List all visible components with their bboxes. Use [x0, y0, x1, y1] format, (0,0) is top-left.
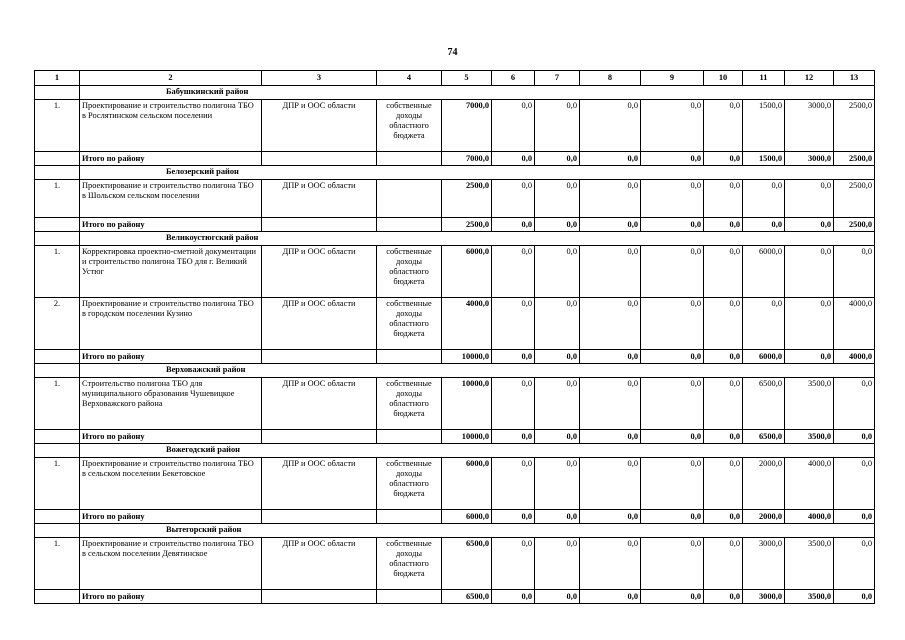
project-name: Проектирование и строительство полигона ТБО в сельском поселении Девятинское: [80, 538, 262, 590]
amount-cell: 6000,0: [442, 458, 492, 510]
empty-cell: [35, 364, 80, 378]
district-total-row: [35, 430, 875, 444]
column-header: 5: [442, 71, 492, 86]
district-header-row: [35, 232, 875, 246]
empty-cell: [262, 152, 377, 166]
column-header: 10: [704, 71, 743, 86]
total-amount: 3000,0: [785, 152, 834, 166]
table-row: [35, 298, 875, 350]
amount-cell: 0,0: [580, 298, 641, 350]
total-amount: 0,0: [535, 510, 580, 524]
project-name: Проектирование и строительство полигона ТБО в Рослятинском сельском поселении: [80, 100, 262, 152]
amount-cell: 0,0: [834, 538, 875, 590]
table-body: [35, 71, 875, 604]
amount-cell: 0,0: [704, 180, 743, 218]
funding-source: собственные доходы областного бюджета: [377, 298, 442, 350]
amount-cell: 0,0: [785, 180, 834, 218]
amount-cell: 0,0: [535, 378, 580, 430]
district-name: Великоустюгский район: [80, 232, 875, 246]
empty-cell: [35, 524, 80, 538]
column-header: 2: [80, 71, 262, 86]
amount-cell: 0,0: [743, 298, 785, 350]
district-total-row: [35, 590, 875, 604]
total-amount: 0,0: [743, 218, 785, 232]
row-number: 1.: [35, 458, 80, 510]
column-header: 6: [492, 71, 535, 86]
total-amount: 2500,0: [834, 152, 875, 166]
funding-source: собственные доходы областного бюджета: [377, 458, 442, 510]
total-amount: 4000,0: [785, 510, 834, 524]
empty-cell: [35, 166, 80, 180]
column-header: 12: [785, 71, 834, 86]
total-amount: 0,0: [785, 350, 834, 364]
total-amount: 2500,0: [834, 218, 875, 232]
total-amount: 1500,0: [743, 152, 785, 166]
amount-cell: 0,0: [580, 180, 641, 218]
column-header: 13: [834, 71, 875, 86]
amount-cell: 1500,0: [743, 100, 785, 152]
total-amount: 0,0: [535, 350, 580, 364]
empty-cell: [35, 510, 80, 524]
total-amount: 0,0: [492, 430, 535, 444]
amount-cell: 0,0: [492, 378, 535, 430]
total-label: Итого по району: [80, 510, 262, 524]
total-label: Итого по району: [80, 152, 262, 166]
total-amount: 0,0: [834, 510, 875, 524]
amount-cell: 0,0: [492, 246, 535, 298]
row-number: 1.: [35, 378, 80, 430]
total-amount: 6500,0: [442, 590, 492, 604]
district-total-row: [35, 152, 875, 166]
district-name: Белозерский район: [80, 166, 875, 180]
amount-cell: 0,0: [535, 538, 580, 590]
amount-cell: 0,0: [580, 538, 641, 590]
total-amount: 0,0: [492, 590, 535, 604]
district-name: Бабушкинский район: [80, 86, 875, 100]
amount-cell: 0,0: [641, 246, 704, 298]
total-amount: 0,0: [704, 590, 743, 604]
total-amount: 0,0: [492, 350, 535, 364]
total-amount: 0,0: [535, 590, 580, 604]
total-amount: 0,0: [834, 590, 875, 604]
amount-cell: 0,0: [492, 458, 535, 510]
total-amount: 0,0: [704, 152, 743, 166]
amount-cell: 6000,0: [743, 246, 785, 298]
amount-cell: 3500,0: [785, 538, 834, 590]
empty-cell: [262, 350, 377, 364]
total-amount: 0,0: [641, 510, 704, 524]
total-amount: 2000,0: [743, 510, 785, 524]
row-number: 1.: [35, 246, 80, 298]
amount-cell: 0,0: [704, 298, 743, 350]
amount-cell: 0,0: [785, 298, 834, 350]
empty-cell: [262, 218, 377, 232]
total-amount: 2500,0: [442, 218, 492, 232]
table-row: [35, 100, 875, 152]
empty-cell: [35, 350, 80, 364]
table-row: [35, 378, 875, 430]
column-header: 8: [580, 71, 641, 86]
amount-cell: 0,0: [704, 458, 743, 510]
amount-cell: 3500,0: [785, 378, 834, 430]
page-number: 74: [447, 47, 458, 58]
project-name: Корректировка проектно-сметной документации и строительство полигона ТБО для г. Великий Устюг: [80, 246, 262, 298]
amount-cell: 0,0: [492, 298, 535, 350]
total-amount: 0,0: [834, 430, 875, 444]
total-amount: 0,0: [535, 430, 580, 444]
total-amount: 10000,0: [442, 430, 492, 444]
amount-cell: 0,0: [704, 538, 743, 590]
amount-cell: 3000,0: [743, 538, 785, 590]
amount-cell: 0,0: [641, 100, 704, 152]
funding-source: собственные доходы областного бюджета: [377, 538, 442, 590]
amount-cell: 6500,0: [442, 538, 492, 590]
column-header-row: [35, 71, 875, 86]
amount-cell: 4000,0: [834, 298, 875, 350]
district-header-row: [35, 166, 875, 180]
total-amount: 0,0: [492, 218, 535, 232]
funding-source: собственные доходы областного бюджета: [377, 378, 442, 430]
district-header-row: [35, 364, 875, 378]
amount-cell: 0,0: [704, 100, 743, 152]
district-total-row: [35, 350, 875, 364]
row-number: 1.: [35, 180, 80, 218]
total-amount: 3500,0: [785, 430, 834, 444]
total-amount: 6500,0: [743, 430, 785, 444]
empty-cell: [377, 590, 442, 604]
total-amount: 7000,0: [442, 152, 492, 166]
amount-cell: 0,0: [641, 298, 704, 350]
amount-cell: 3000,0: [785, 100, 834, 152]
empty-cell: [377, 430, 442, 444]
amount-cell: 0,0: [492, 180, 535, 218]
total-amount: 6000,0: [442, 510, 492, 524]
empty-cell: [35, 152, 80, 166]
total-amount: 0,0: [641, 430, 704, 444]
responsible-agency: ДПР и ООС области: [262, 180, 377, 218]
empty-cell: [35, 218, 80, 232]
total-amount: 0,0: [535, 152, 580, 166]
amount-cell: 0,0: [785, 246, 834, 298]
total-amount: 0,0: [580, 218, 641, 232]
total-amount: 0,0: [704, 430, 743, 444]
total-amount: 0,0: [492, 152, 535, 166]
total-label: Итого по району: [80, 430, 262, 444]
funding-source: собственные доходы областного бюджета: [377, 100, 442, 152]
empty-cell: [377, 152, 442, 166]
column-header: 3: [262, 71, 377, 86]
amount-cell: 10000,0: [442, 378, 492, 430]
amount-cell: 2500,0: [834, 180, 875, 218]
district-name: Верховажский район: [80, 364, 875, 378]
column-header: 9: [641, 71, 704, 86]
total-amount: 0,0: [580, 350, 641, 364]
amount-cell: 0,0: [535, 298, 580, 350]
empty-cell: [262, 430, 377, 444]
amount-cell: 0,0: [641, 378, 704, 430]
total-amount: 0,0: [535, 218, 580, 232]
total-amount: 0,0: [704, 218, 743, 232]
district-total-row: [35, 218, 875, 232]
column-header: 11: [743, 71, 785, 86]
responsible-agency: ДПР и ООС области: [262, 298, 377, 350]
row-number: 2.: [35, 298, 80, 350]
empty-cell: [35, 444, 80, 458]
amount-cell: 0,0: [834, 458, 875, 510]
amount-cell: 2000,0: [743, 458, 785, 510]
row-number: 1.: [35, 538, 80, 590]
table-row: [35, 246, 875, 298]
total-amount: 0,0: [492, 510, 535, 524]
total-amount: 3000,0: [743, 590, 785, 604]
amount-cell: 0,0: [580, 458, 641, 510]
total-amount: 0,0: [580, 430, 641, 444]
empty-cell: [35, 590, 80, 604]
empty-cell: [35, 86, 80, 100]
amount-cell: 6000,0: [442, 246, 492, 298]
district-name: Вытегорский район: [80, 524, 875, 538]
amount-cell: 0,0: [580, 246, 641, 298]
empty-cell: [262, 510, 377, 524]
total-amount: 0,0: [580, 590, 641, 604]
amount-cell: 0,0: [580, 100, 641, 152]
district-total-row: [35, 510, 875, 524]
total-amount: 0,0: [641, 152, 704, 166]
column-header: 4: [377, 71, 442, 86]
total-amount: 3500,0: [785, 590, 834, 604]
row-number: 1.: [35, 100, 80, 152]
project-name: Проектирование и строительство полигона ТБО в Шольском сельском поселении: [80, 180, 262, 218]
empty-cell: [35, 232, 80, 246]
empty-cell: [35, 430, 80, 444]
amount-cell: 0,0: [834, 378, 875, 430]
project-name: Проектирование и строительство полигона ТБО в городском поселении Кузино: [80, 298, 262, 350]
district-name: Вожегодский район: [80, 444, 875, 458]
table-row: [35, 538, 875, 590]
amount-cell: 0,0: [641, 538, 704, 590]
amount-cell: 0,0: [580, 378, 641, 430]
amount-cell: 0,0: [834, 246, 875, 298]
amount-cell: 7000,0: [442, 100, 492, 152]
amount-cell: 0,0: [535, 246, 580, 298]
responsible-agency: ДПР и ООС области: [262, 246, 377, 298]
total-amount: 4000,0: [834, 350, 875, 364]
amount-cell: 0,0: [704, 378, 743, 430]
empty-cell: [262, 590, 377, 604]
total-label: Итого по району: [80, 590, 262, 604]
table-row: [35, 180, 875, 218]
responsible-agency: ДПР и ООС области: [262, 378, 377, 430]
total-amount: 0,0: [704, 350, 743, 364]
funding-source: [377, 180, 442, 218]
amount-cell: 0,0: [535, 458, 580, 510]
district-header-row: [35, 86, 875, 100]
total-label: Итого по району: [80, 350, 262, 364]
amount-cell: 0,0: [704, 246, 743, 298]
total-amount: 0,0: [785, 218, 834, 232]
project-name: Строительство полигона ТБО для муниципального образования Чушевицкое Верховажского района: [80, 378, 262, 430]
amount-cell: 0,0: [743, 180, 785, 218]
budget-table: [34, 70, 875, 604]
total-amount: 0,0: [641, 590, 704, 604]
empty-cell: [377, 218, 442, 232]
amount-cell: 0,0: [641, 180, 704, 218]
amount-cell: 0,0: [492, 538, 535, 590]
responsible-agency: ДПР и ООС области: [262, 100, 377, 152]
amount-cell: 2500,0: [442, 180, 492, 218]
amount-cell: 0,0: [641, 458, 704, 510]
district-header-row: [35, 444, 875, 458]
empty-cell: [377, 350, 442, 364]
amount-cell: 0,0: [535, 100, 580, 152]
total-amount: 0,0: [641, 350, 704, 364]
amount-cell: 4000,0: [442, 298, 492, 350]
total-amount: 0,0: [580, 510, 641, 524]
amount-cell: 4000,0: [785, 458, 834, 510]
total-amount: 0,0: [580, 152, 641, 166]
column-header: 7: [535, 71, 580, 86]
total-amount: 6000,0: [743, 350, 785, 364]
responsible-agency: ДПР и ООС области: [262, 458, 377, 510]
table-row: [35, 458, 875, 510]
total-label: Итого по району: [80, 218, 262, 232]
district-header-row: [35, 524, 875, 538]
total-amount: 0,0: [641, 218, 704, 232]
amount-cell: 0,0: [492, 100, 535, 152]
amount-cell: 0,0: [535, 180, 580, 218]
empty-cell: [377, 510, 442, 524]
amount-cell: 2500,0: [834, 100, 875, 152]
total-amount: 0,0: [704, 510, 743, 524]
column-header: 1: [35, 71, 80, 86]
project-name: Проектирование и строительство полигона ТБО в сельском поселении Бекетовское: [80, 458, 262, 510]
responsible-agency: ДПР и ООС области: [262, 538, 377, 590]
amount-cell: 6500,0: [743, 378, 785, 430]
total-amount: 10000,0: [442, 350, 492, 364]
funding-source: собственные доходы областного бюджета: [377, 246, 442, 298]
